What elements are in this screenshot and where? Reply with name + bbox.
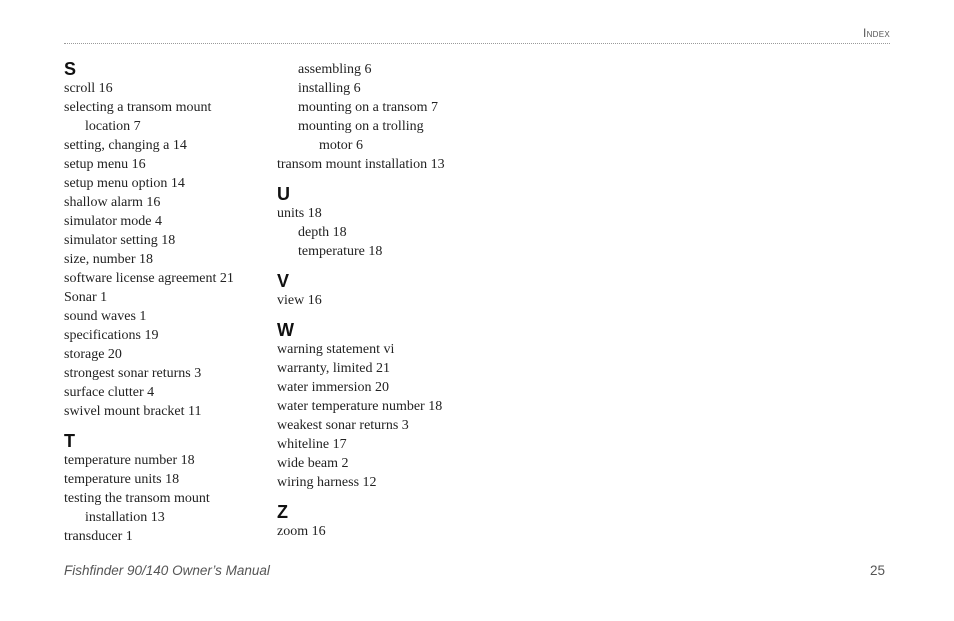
index-letter-heading: W <box>277 320 294 340</box>
index-letter-heading: T <box>64 431 75 451</box>
index-entry: warning statement vi <box>277 342 395 357</box>
index-entry: setup menu 16 <box>64 157 146 172</box>
index-entry: wide beam 2 <box>277 456 349 471</box>
index-entry: scroll 16 <box>64 81 113 96</box>
index-entry: storage 20 <box>64 347 122 362</box>
index-entry: water temperature number 18 <box>277 399 443 414</box>
index-entry: strongest sonar returns 3 <box>64 366 202 381</box>
index-entry: weakest sonar returns 3 <box>277 418 409 433</box>
index-letter-heading: Z <box>277 502 288 522</box>
header-rule <box>64 43 890 44</box>
index-subentry: installing 6 <box>298 81 361 96</box>
index-subentry: temperature 18 <box>298 244 383 259</box>
index-entry: setup menu option 14 <box>64 176 185 191</box>
index-entry: temperature units 18 <box>64 472 180 487</box>
index-entry: wiring harness 12 <box>277 475 377 490</box>
index-column-1 <box>64 60 264 546</box>
index-entry: software license agreement 21 <box>64 271 234 286</box>
index-entry: swivel mount bracket 11 <box>64 404 202 419</box>
index-subentry: location 7 <box>85 119 141 134</box>
index-entry: units 18 <box>277 206 322 221</box>
index-entry: whiteline 17 <box>277 437 347 452</box>
index-entry: view 16 <box>277 293 322 308</box>
index-entry: simulator mode 4 <box>64 214 162 229</box>
index-entry: warranty, limited 21 <box>277 361 391 376</box>
index-subentry: mounting on a transom 7 <box>298 100 438 115</box>
index-letter-heading: S <box>64 59 77 79</box>
index-subentry: depth 18 <box>298 225 347 240</box>
index-entry: sound waves 1 <box>64 309 147 324</box>
index-entry: specifications 19 <box>64 328 159 343</box>
index-entry: transducer 1 <box>64 529 133 544</box>
index-entry: water immersion 20 <box>277 380 389 395</box>
footer-page-number: 25 <box>869 563 885 578</box>
index-subentry: mounting on a trolling <box>298 119 424 134</box>
index-entry: selecting a transom mount <box>64 100 212 115</box>
index-entry: setting, changing a 14 <box>64 138 187 153</box>
footer-manual-title: Fishfinder 90/140 Owner’s Manual <box>64 563 270 578</box>
index-entry: transom mount installation 13 <box>277 157 445 172</box>
running-header: Index <box>862 26 890 40</box>
index-letter-heading: V <box>277 271 290 291</box>
index-entry: simulator setting 18 <box>64 233 176 248</box>
index-entry: Sonar 1 <box>64 290 108 305</box>
index-letter-heading: U <box>277 184 290 204</box>
index-entry: shallow alarm 16 <box>64 195 161 210</box>
index-entry: temperature number 18 <box>64 453 195 468</box>
index-subentry: motor 6 <box>319 138 363 153</box>
index-subentry: assembling 6 <box>298 62 372 77</box>
index-entry: testing the transom mount <box>64 491 210 506</box>
index-column-2 <box>277 60 477 541</box>
index-entry: size, number 18 <box>64 252 154 267</box>
index-subentry: installation 13 <box>85 510 165 525</box>
index-entry: surface clutter 4 <box>64 385 155 400</box>
index-entry: zoom 16 <box>277 524 326 539</box>
